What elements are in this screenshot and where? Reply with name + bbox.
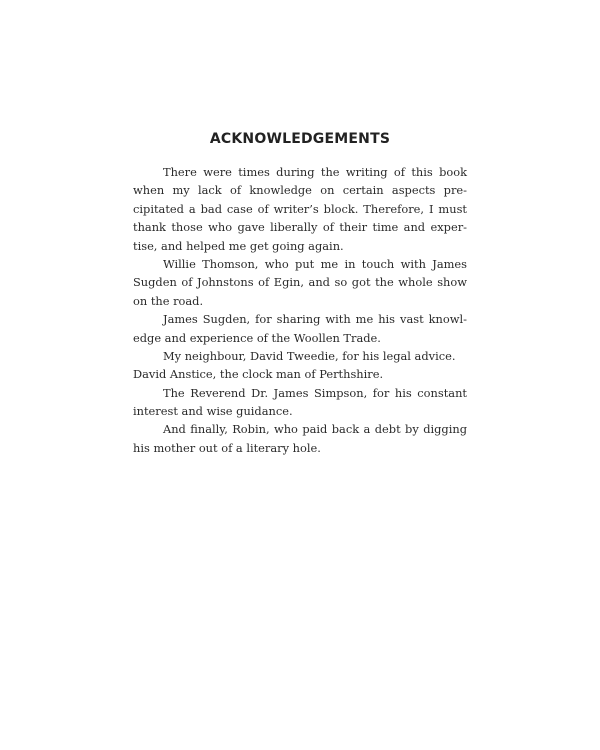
text-line: My neighbour, David Tweedie, for his legal advice. xyxy=(163,348,456,363)
text-line: The Reverend Dr. James Simpson, for his constant xyxy=(163,385,467,400)
text-line: when my lack of knowledge on certain aspects pre- xyxy=(133,183,467,198)
text-line: Willie Thomson, who put me in touch with James xyxy=(163,256,467,271)
text-line: tise, and helped me get going again. xyxy=(133,238,344,253)
text-line: Sugden of Johnstons of Egin, and so got the whole show xyxy=(133,275,467,290)
text-line: interest and wise guidance. xyxy=(133,404,293,419)
text-line: thank those who gave liberally of their time and exper- xyxy=(133,220,467,235)
text-line: James Sugden, for sharing with me his vast knowl- xyxy=(163,312,467,327)
text-line: David Anstice, the clock man of Perthshire. xyxy=(133,367,384,382)
text-line: And finally, Robin, who paid back a debt by digging xyxy=(163,422,467,437)
text-line: edge and experience of the Woollen Trade. xyxy=(133,330,381,345)
text-line: There were times during the writing of this book xyxy=(163,165,467,179)
page-title: ACKNOWLEDGEMENTS xyxy=(209,131,391,147)
text-line: his mother out of a literary hole. xyxy=(133,440,321,455)
text-line: on the road. xyxy=(133,293,204,308)
acknowledgements-text xyxy=(133,163,467,457)
text-line: cipitated a bad case of writer’s block. Therefore, I must xyxy=(133,201,467,216)
